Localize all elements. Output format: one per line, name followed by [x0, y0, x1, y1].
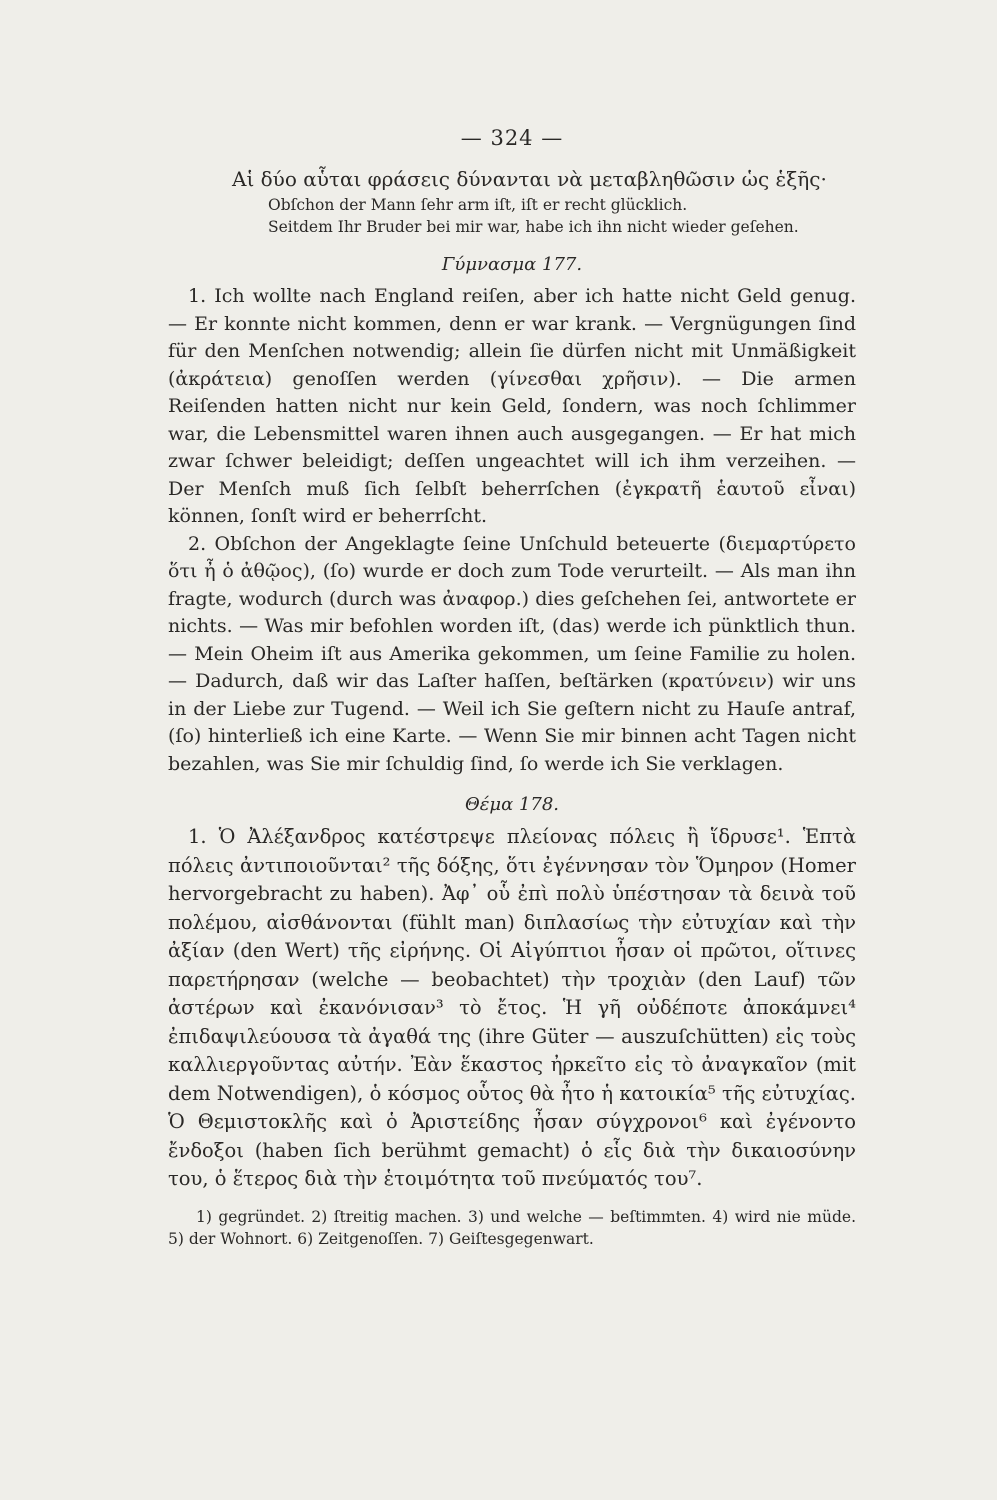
exercise-177-paragraph-2: 2. Obſchon der Angeklagte ſeine Unſchuld beteuerte (διεμαρτύρετο ὅτι ἦ ὁ ἀθῷος), (ſo) wurde er doch zum Tode verurteilt. — Als man ihn fragte, wodurch (durch was ἀναφορ.) dies geſchehen ſei, antwortete er nichts. — Was mir befohlen worden iſt, (das) werde ich pünktlich thun. — Mein Oheim iſt aus Amerika gekommen, um ſeine Familie zu holen. — Dadurch, daß wir das Laſter haſſen, beſtärken (κρατύνειν) wir uns in der Liebe zur Tugend. — Weil ich Sie geſtern nicht zu Hauſe antraf, (ſo) hinterließ ich eine Karte. — Wenn Sie mir binnen acht Tagen nicht bezahlen, was Sie mir ſchuldig ſind, ſo werde ich Sie verklagen.	[168, 532, 856, 775]
footnotes: 1) gegründet. 2) ſtreitig machen. 3) und welche — beſtimmten. 4) wird nie müde. 5) der Wohnort. 6) Zeitgenoſſen. 7) Geiſtesgegenwart.	[168, 1207, 856, 1248]
example-sentence-1: Obſchon der Mann ſehr arm iſt, iſt er recht glücklich.	[268, 196, 688, 214]
page-number: — 324 —	[460, 126, 564, 150]
example-sentence-2: Seitdem Ihr Bruder bei mir war, habe ich ihn nicht wieder geſehen.	[268, 218, 799, 236]
text-block	[168, 126, 856, 1250]
intro-line: Αἱ δύο αὗται φράσεις δύνανται νὰ μεταβληθῶσιν ὡς ἑξῆς·	[232, 167, 827, 191]
theme-178-paragraph: 1. Ὁ Ἀλέξανδρος κατέστρεψε πλείονας πόλεις ἢ ἵδρυσε¹. Ἑπτὰ πόλεις ἀντιποιοῦνται² τῆς δόξης, ὅτι ἐγέννησαν τὸν Ὅμηρον (Homer hervorgebracht zu haben). Ἀφ᾽ οὗ ἐπὶ πολὺ ὑπέστησαν τὰ δεινὰ τοῦ πολέμου, αἰσθάνονται (fühlt man) διπλασίως τὴν εὐτυχίαν καὶ τὴν ἀξίαν (den Wert) τῆς εἰρήνης. Οἱ Αἰγύπτιοι ἦσαν οἱ πρῶτοι, οἵτινες παρετήρησαν (welche — beobachtet) τὴν τροχιὰν (den Lauf) τῶν ἀστέρων καὶ ἐκανόνισαν³ τὸ ἔτος. Ἡ γῆ οὐδέποτε ἀποκάμνει⁴ ἐπιδαψιλεύουσα τὰ ἀγαθά της (ihre Güter — auszuſchütten) εἰς τοὺς καλλιεργοῦντας αὐτήν. Ἐὰν ἕκαστος ἠρκεῖτο εἰς τὸ ἀναγκαῖον (mit dem Notwendigen), ὁ κόσμος οὗτος θὰ ἦτο ἡ κατοικία⁵ τῆς εὐτυχίας. Ὁ Θεμιστοκλῆς καὶ ὁ Ἀριστείδης ἦσαν σύγχρονοι⁶ καὶ ἐγένοντο ἔνδοξοι (haben ſich berühmt gemacht) ὁ εἷς διὰ τὴν δικαιοσύνην του, ὁ ἕτερος διὰ τὴν ἑτοιμότητα τοῦ πνεύματός του⁷.	[168, 825, 856, 1190]
exercise-177-heading: Γύμνασμα 177.	[441, 254, 583, 275]
theme-178-heading: Θέμα 178.	[464, 794, 560, 815]
exercise-177-paragraph-1: 1. Ich wollte nach England reiſen, aber ich hatte nicht Geld genug. — Er konnte nicht kommen, denn er war krank. — Vergnügungen ſind für den Menſchen notwendig; allein ſie dürfen nicht mit Unmäßigkeit (ἀκράτεια) genoſſen werden (γίνεσθαι χρῆσιν). — Die armen Reiſenden hatten nicht nur kein Geld, ſondern, was noch ſchlimmer war, die Lebensmittel waren ihnen auch ausgegangen. — Er hat mich zwar ſchwer beleidigt; deſſen ungeachtet will ich ihm verzeihen. — Der Menſch muß ſich ſelbſt beherrſchen (ἐγκρατῆ ἑαυτοῦ εἶναι) können, ſonſt wird er beherrſcht.	[168, 285, 856, 527]
example-sentences	[268, 194, 856, 238]
